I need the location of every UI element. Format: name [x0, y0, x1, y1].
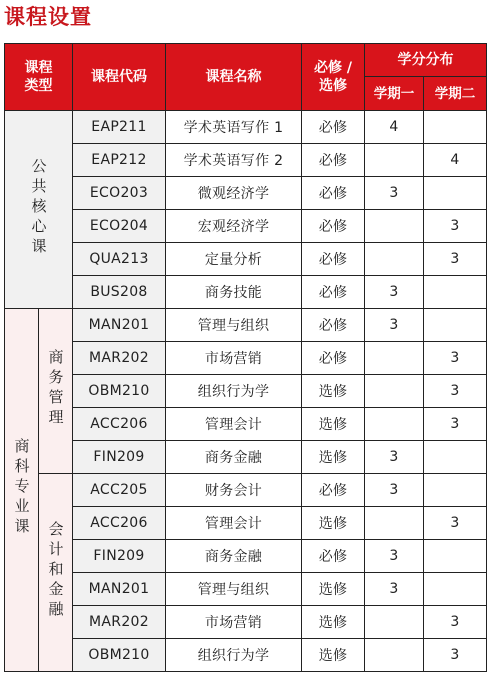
credit-term-1: 3 [365, 573, 424, 606]
course-name: 管理与组织 [166, 573, 302, 606]
course-code: FIN209 [73, 441, 166, 474]
credit-term-1: 3 [365, 309, 424, 342]
credit-term-2: 3 [424, 639, 487, 672]
course-code: MAN201 [73, 573, 166, 606]
credit-term-1 [365, 639, 424, 672]
credit-term-1 [365, 210, 424, 243]
subgroup-business-management-label: 商务管理 [46, 349, 65, 429]
table-row [5, 111, 487, 144]
course-code: MAR202 [73, 342, 166, 375]
credit-term-2: 3 [424, 342, 487, 375]
table-row [5, 441, 487, 474]
course-code: MAN201 [73, 309, 166, 342]
course-table [4, 43, 487, 672]
course-name: 财务会计 [166, 474, 302, 507]
course-code: MAR202 [73, 606, 166, 639]
header-course-code: 课程代码 [73, 44, 166, 111]
credit-term-1 [365, 375, 424, 408]
course-requirement: 必修 [302, 144, 365, 177]
course-code: ACC206 [73, 408, 166, 441]
course-requirement: 选修 [302, 408, 365, 441]
group-business-major [5, 309, 39, 672]
course-name: 市场营销 [166, 606, 302, 639]
table-row [5, 639, 487, 672]
header-credit-distribution: 学分分布 [365, 44, 487, 77]
course-requirement: 必修 [302, 111, 365, 144]
credit-term-2: 3 [424, 507, 487, 540]
course-requirement: 选修 [302, 573, 365, 606]
header-term-2: 学期二 [424, 77, 487, 111]
credit-term-1: 3 [365, 441, 424, 474]
course-name: 定量分析 [166, 243, 302, 276]
header-course-type-line1: 课程 [24, 60, 53, 76]
credit-term-2: 3 [424, 243, 487, 276]
group-public-core [5, 111, 73, 309]
course-requirement: 选修 [302, 375, 365, 408]
credit-term-2: 3 [424, 375, 487, 408]
course-code: BUS208 [73, 276, 166, 309]
course-requirement: 必修 [302, 177, 365, 210]
course-code: OBM210 [73, 375, 166, 408]
course-requirement: 必修 [302, 342, 365, 375]
credit-term-1 [365, 243, 424, 276]
table-row [5, 243, 487, 276]
course-name: 管理会计 [166, 408, 302, 441]
course-requirement: 必修 [302, 309, 365, 342]
table-row [5, 408, 487, 441]
course-name: 商务金融 [166, 540, 302, 573]
credit-term-1 [365, 606, 424, 639]
table-row [5, 210, 487, 243]
table-row [5, 507, 487, 540]
table-row [5, 573, 487, 606]
course-name: 组织行为学 [166, 375, 302, 408]
header-required-line1: 必修 / [314, 60, 352, 76]
course-name: 管理会计 [166, 507, 302, 540]
credit-term-2 [424, 276, 487, 309]
credit-term-2 [424, 573, 487, 606]
course-name: 学术英语写作 2 [166, 144, 302, 177]
header-required-line2: 选修 [319, 78, 347, 94]
table-row [5, 342, 487, 375]
credit-term-2 [424, 177, 487, 210]
credit-term-2: 4 [424, 144, 487, 177]
course-name: 商务金融 [166, 441, 302, 474]
credit-term-1: 3 [365, 540, 424, 573]
credit-term-2 [424, 111, 487, 144]
credit-term-2: 3 [424, 606, 487, 639]
course-code: EAP211 [73, 111, 166, 144]
credit-term-1: 3 [365, 177, 424, 210]
credit-term-1 [365, 144, 424, 177]
table-row [5, 606, 487, 639]
course-requirement: 必修 [302, 474, 365, 507]
course-code: EAP212 [73, 144, 166, 177]
table-row [5, 144, 487, 177]
course-name: 管理与组织 [166, 309, 302, 342]
header-course-type [5, 44, 73, 111]
subgroup-accounting-finance [39, 474, 73, 672]
course-requirement: 选修 [302, 441, 365, 474]
subgroup-business-management [39, 309, 73, 474]
table-row [5, 276, 487, 309]
course-name: 微观经济学 [166, 177, 302, 210]
course-name: 宏观经济学 [166, 210, 302, 243]
course-code: ACC205 [73, 474, 166, 507]
page-title: 课程设置 [4, 5, 92, 29]
group-public-core-label: 公共核心课 [29, 157, 48, 258]
course-name: 商务技能 [166, 276, 302, 309]
credit-term-1 [365, 342, 424, 375]
credit-term-2 [424, 441, 487, 474]
course-requirement: 必修 [302, 243, 365, 276]
course-requirement: 必修 [302, 276, 365, 309]
course-code: ECO203 [73, 177, 166, 210]
credit-term-2: 3 [424, 210, 487, 243]
credit-term-1: 3 [365, 276, 424, 309]
course-requirement: 必修 [302, 540, 365, 573]
course-requirement: 选修 [302, 606, 365, 639]
header-course-type-line2: 类型 [24, 78, 53, 94]
credit-term-2 [424, 474, 487, 507]
course-requirement: 选修 [302, 639, 365, 672]
credit-term-1: 4 [365, 111, 424, 144]
table-row [5, 309, 487, 342]
credit-term-2 [424, 540, 487, 573]
subgroup-accounting-finance-label: 会计和金融 [46, 520, 65, 621]
course-name: 学术英语写作 1 [166, 111, 302, 144]
course-requirement: 必修 [302, 210, 365, 243]
header-required-elective [302, 44, 365, 111]
credit-term-1 [365, 408, 424, 441]
group-business-major-label: 商科专业课 [12, 438, 31, 538]
course-code: ACC206 [73, 507, 166, 540]
credit-term-1 [365, 507, 424, 540]
table-row [5, 375, 487, 408]
credit-term-2 [424, 309, 487, 342]
table-row [5, 474, 487, 507]
course-name: 组织行为学 [166, 639, 302, 672]
credit-term-1: 3 [365, 474, 424, 507]
table-row [5, 177, 487, 210]
course-code: OBM210 [73, 639, 166, 672]
header-term-1: 学期一 [365, 77, 424, 111]
table-row [5, 540, 487, 573]
credit-term-2: 3 [424, 408, 487, 441]
course-code: QUA213 [73, 243, 166, 276]
course-requirement: 选修 [302, 507, 365, 540]
course-code: ECO204 [73, 210, 166, 243]
course-code: FIN209 [73, 540, 166, 573]
course-name: 市场营销 [166, 342, 302, 375]
header-course-name: 课程名称 [166, 44, 302, 111]
